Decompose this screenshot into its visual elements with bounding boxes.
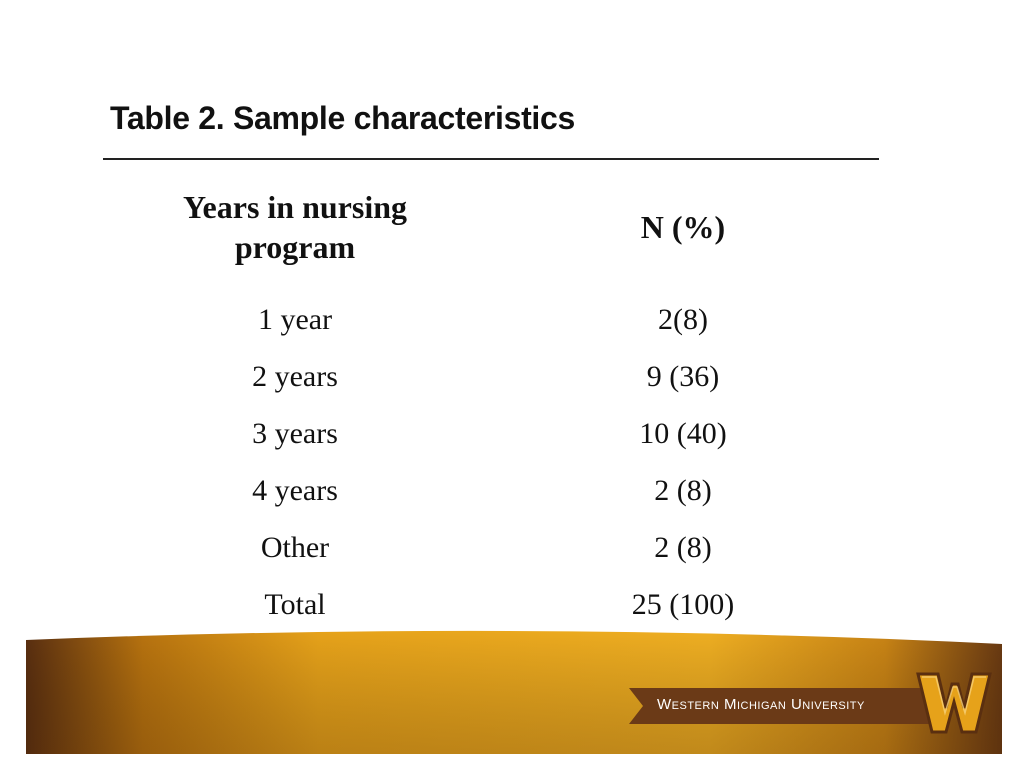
footer-banner [26,626,1002,754]
table-row [0,469,1024,526]
university-tag [629,688,929,724]
cell-n-percent: 25 (100) [631,588,735,621]
cell-years: 1 year [257,303,333,336]
cell-years: Total [264,588,326,621]
column-header-n-percent: N (%) [640,209,726,245]
university-name: Western Michigan University [657,696,865,713]
cell-years: 2 years [252,360,338,393]
cell-years: 3 years [252,417,338,450]
cell-n-percent: 10 (40) [639,417,727,450]
column-header-years: Years in nursing program [182,189,408,265]
table-row [0,355,1024,412]
cell-years: Other [260,531,330,564]
slide-title: Table 2. Sample characteristics [110,100,576,136]
table-row [0,298,1024,355]
cell-years: 4 years [252,474,338,507]
table-body [0,298,1024,640]
cell-n-percent: 9 (36) [646,360,720,393]
title-divider [103,158,879,160]
cell-n-percent: 2 (8) [654,531,712,564]
cell-n-percent: 2(8) [658,303,708,336]
table-row [0,526,1024,583]
wmu-w-logo-icon [916,670,992,736]
cell-n-percent: 2 (8) [654,474,712,507]
table-row [0,412,1024,469]
